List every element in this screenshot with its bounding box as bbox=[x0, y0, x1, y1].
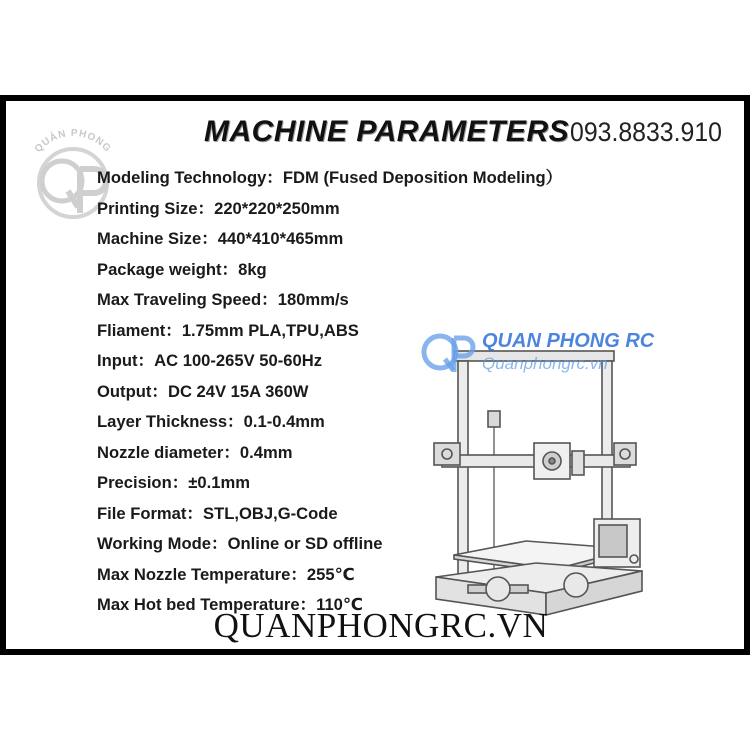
image-frame bbox=[0, 95, 750, 655]
phone-number: 093.8833.910 bbox=[570, 117, 722, 147]
brand-logo-icon bbox=[418, 326, 476, 376]
spec-item: File Format：STL,OBJ,G-Code bbox=[97, 503, 338, 523]
spec-item: Layer Thickness：0.1-0.4mm bbox=[97, 412, 325, 431]
spec-item: Input：AC 100-265V 50-60Hz bbox=[97, 351, 323, 370]
spec-item: Output：DC 24V 15A 360W bbox=[97, 381, 309, 401]
brand-name: QUAN PHONG RC bbox=[482, 330, 655, 352]
spec-item: Working Mode：Online or SD offline bbox=[97, 534, 383, 553]
spec-item: Max Traveling Speed：180mm/s bbox=[97, 290, 349, 309]
spec-item: Max Hot bed Temperature：110℃ bbox=[97, 595, 364, 614]
brand-url: Quanphongrc.vn bbox=[482, 354, 608, 373]
logo-arc-text: QUẢN PHONG bbox=[32, 127, 114, 155]
spec-item: Nozzle diameter：0.4mm bbox=[97, 442, 293, 462]
spec-item: Printing Size：220*220*250mm bbox=[97, 198, 340, 218]
spec-item: Machine Size：440*410*465mm bbox=[97, 229, 344, 248]
content-panel bbox=[6, 101, 744, 649]
spec-item: Modeling Technology：FDM (Fused Deposition Modeling） bbox=[97, 168, 563, 187]
page-title: MACHINE PARAMETERS bbox=[204, 115, 570, 148]
watermark-text: QUANPHONGRC.VN bbox=[213, 606, 549, 645]
spec-item: Fliament：1.75mm PLA,TPU,ABS bbox=[97, 320, 359, 340]
spec-item: Precision：±0.1mm bbox=[97, 473, 250, 492]
spec-item: Package weight：8kg bbox=[97, 259, 267, 279]
spec-item: Max Nozzle Temperature：255℃ bbox=[97, 564, 355, 584]
